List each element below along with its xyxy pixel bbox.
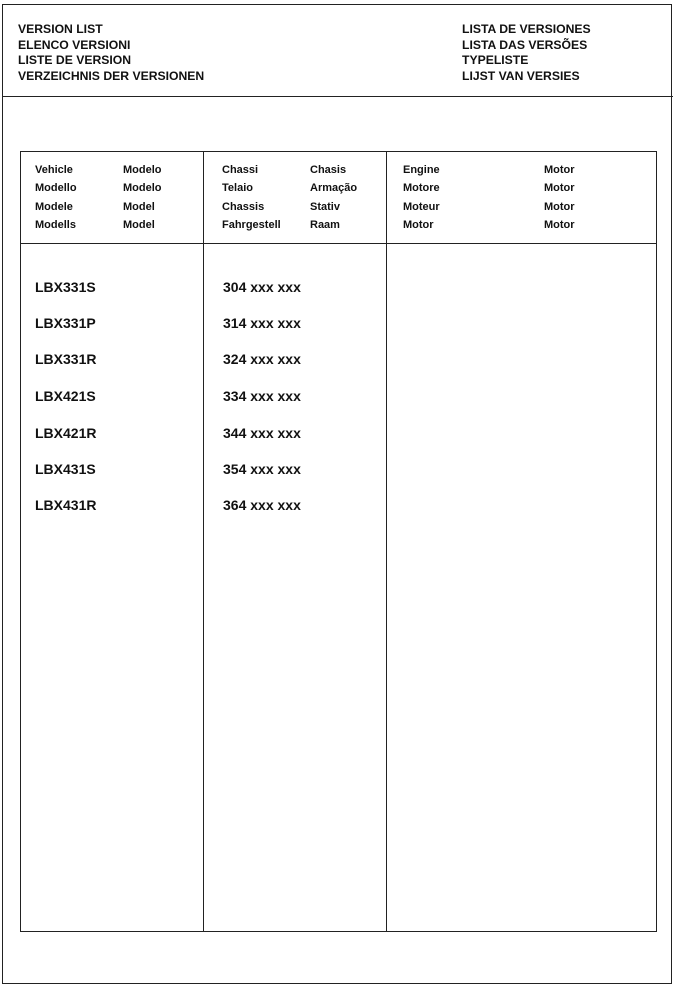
title-french: LISTE DE VERSION <box>18 53 132 67</box>
header-label: Armação <box>310 182 358 195</box>
engine-header-labels <box>403 161 440 234</box>
model-cell: LBX331S <box>35 279 96 295</box>
model-cell: LBX331P <box>35 315 96 331</box>
engine-header-labels-alt <box>544 161 575 234</box>
header-label: Engine <box>403 164 440 176</box>
title-spanish: LISTA DE VERSIONES <box>462 22 591 36</box>
title-block-right <box>462 22 591 84</box>
header-label: Motor <box>544 182 575 195</box>
chassis-cell: 354 xxx xxx <box>223 461 301 477</box>
chassis-cell: 364 xxx xxx <box>223 497 301 513</box>
column-divider <box>386 151 387 932</box>
header-label: Modelo <box>123 164 162 176</box>
header-label: Chassis <box>222 200 265 213</box>
header-label: Model <box>123 200 155 213</box>
header-label: Moteur <box>403 200 440 213</box>
header-row-divider <box>20 243 657 244</box>
title-english: VERSION LIST <box>18 22 103 36</box>
title-german: VERZEICHNIS DER VERSIONEN <box>18 68 205 83</box>
header-divider <box>2 96 673 97</box>
chassis-cell: 334 xxx xxx <box>223 388 301 404</box>
model-cell: LBX331R <box>35 351 97 367</box>
vehicle-header-labels <box>35 161 77 234</box>
chassis-cell: 304 xxx xxx <box>223 279 301 295</box>
header-label: Chassi <box>222 164 259 176</box>
header-label: Chasis <box>310 164 347 176</box>
header-label: Raam <box>310 218 340 231</box>
title-italian: ELENCO VERSIONI <box>18 37 131 52</box>
header-label: Stativ <box>310 200 340 213</box>
model-cell: LBX421R <box>35 425 97 441</box>
chassis-cell: 314 xxx xxx <box>223 315 301 331</box>
model-cell: LBX421S <box>35 388 96 404</box>
title-dutch: LIJST VAN VERSIES <box>462 68 580 83</box>
chassis-header-labels-alt <box>310 161 357 234</box>
header-label: Motore <box>403 182 440 195</box>
title-swedish: TYPELISTE <box>462 53 529 67</box>
header-label: Vehicle <box>35 164 73 176</box>
header-label: Motor <box>544 164 575 176</box>
header-label: Motor <box>544 200 575 213</box>
title-portuguese: LISTA DAS VERSÕES <box>462 37 588 52</box>
model-cell: LBX431R <box>35 497 97 513</box>
vehicle-header-labels-alt <box>123 161 162 234</box>
header-label: Fahrgestell <box>222 218 281 231</box>
header-label: Model <box>123 218 155 231</box>
header-label: Modello <box>35 182 77 195</box>
header-label: Telaio <box>222 182 253 195</box>
header-label: Motor <box>403 218 434 231</box>
version-table <box>20 151 657 932</box>
model-cell: LBX431S <box>35 461 96 477</box>
header-label: Motor <box>544 218 575 231</box>
chassis-cell: 324 xxx xxx <box>223 351 301 367</box>
chassis-header-labels <box>222 161 281 234</box>
column-divider <box>203 151 204 932</box>
header-label: Modelo <box>123 182 162 195</box>
header-label: Modells <box>35 218 76 231</box>
chassis-cell: 344 xxx xxx <box>223 425 301 441</box>
header-label: Modele <box>35 200 73 213</box>
title-block-left <box>18 22 204 84</box>
